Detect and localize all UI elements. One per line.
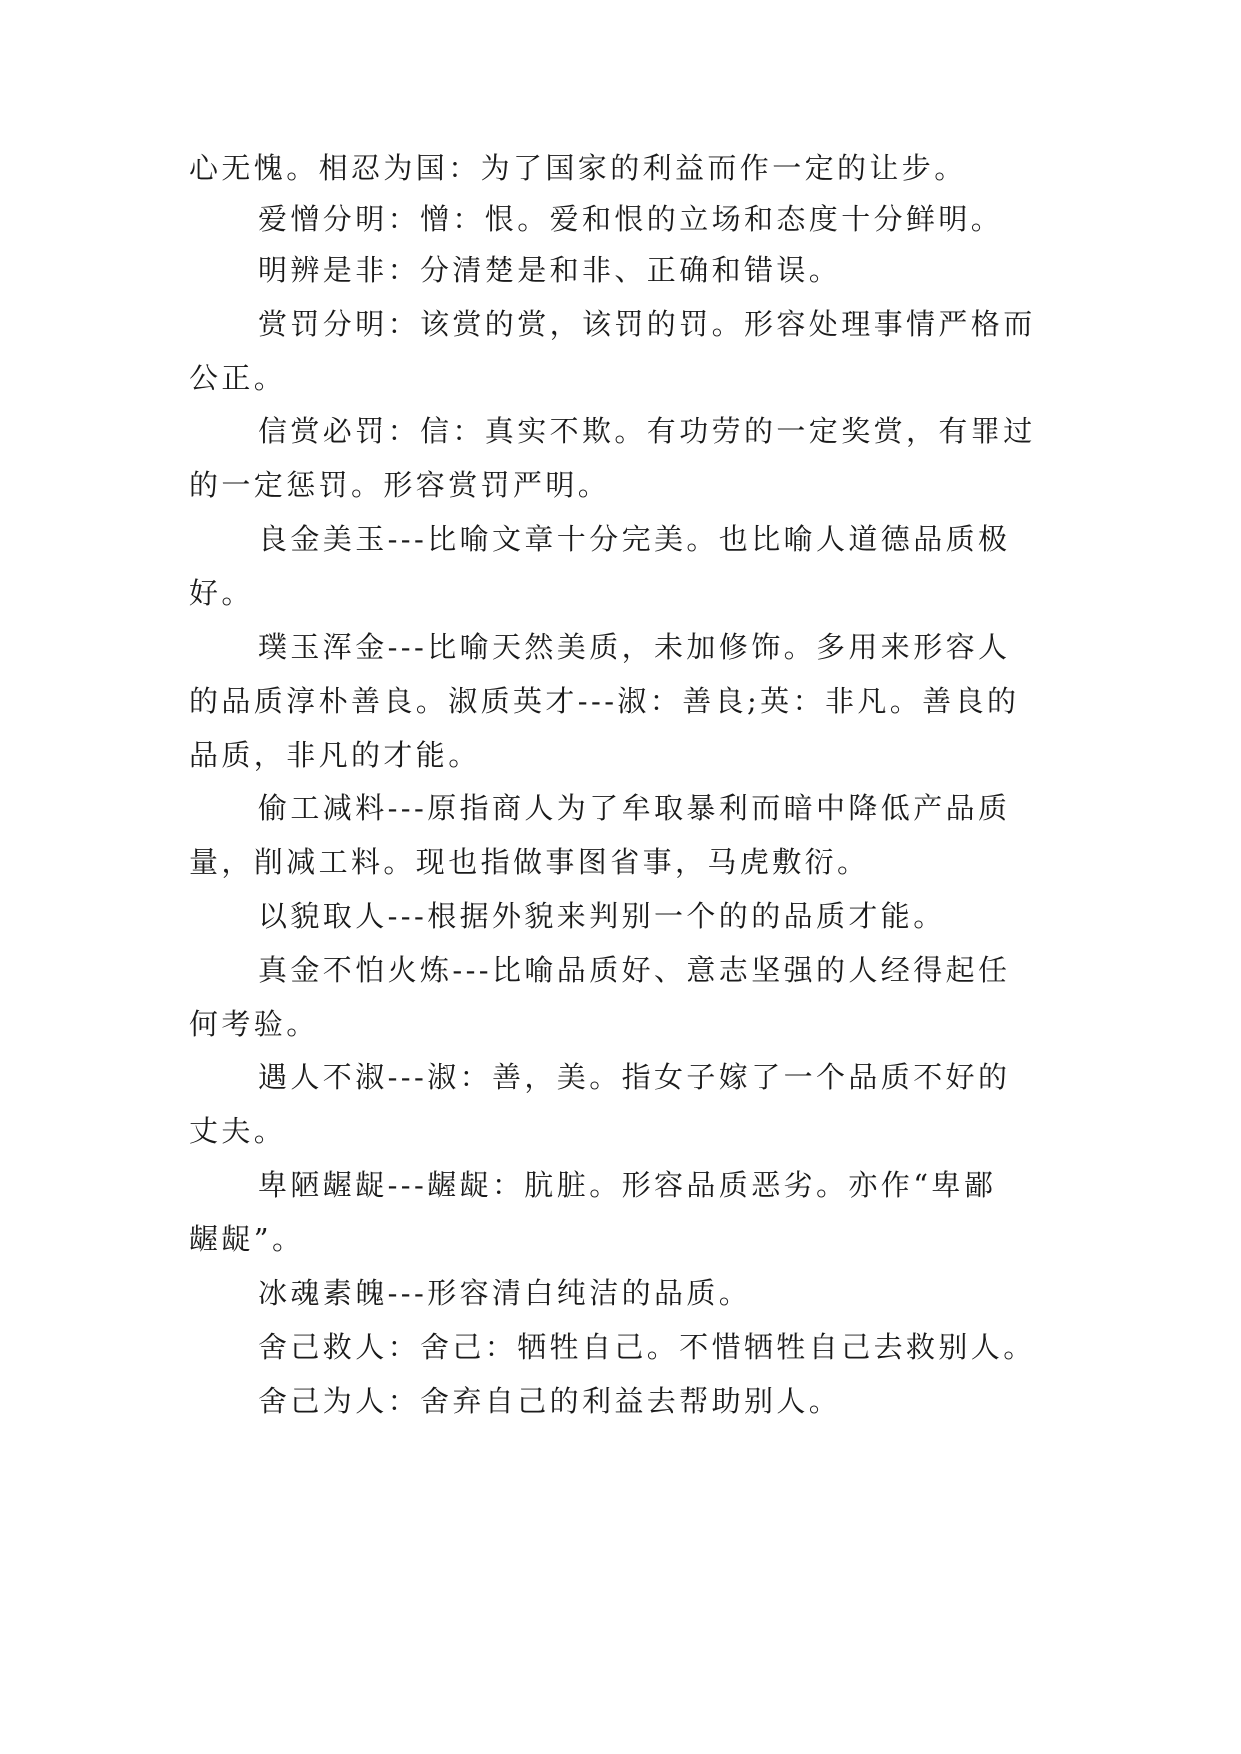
text-line: 以貌取人---根据外貌来判别一个的的品质才能。	[258, 899, 946, 933]
text-line: 赏罚分明：该赏的赏，该罚的罚。形容处理事情严格而	[258, 307, 1036, 341]
text-line: 信赏必罚：信：真实不欺。有功劳的一定奖赏，有罪过	[258, 414, 1036, 448]
text-line: 丈夫。	[189, 1114, 287, 1148]
text-line: 量，削减工料。现也指做事图省事，马虎敷衍。	[189, 845, 870, 879]
text-line: 何考验。	[189, 1007, 319, 1041]
text-line: 良金美玉---比喻文章十分完美。也比喻人道德品质极	[258, 522, 1011, 556]
text-line: 龌龊”。	[189, 1222, 305, 1256]
text-line: 遇人不淑---淑：善，美。指女子嫁了一个品质不好的	[258, 1060, 1011, 1094]
text-line: 心无愧。相忍为国：为了国家的利益而作一定的让步。	[189, 151, 967, 185]
text-line: 冰魂素魄---形容清白纯洁的品质。	[258, 1276, 752, 1310]
text-line: 舍己救人：舍己：牺牲自己。不惜牺牲自己去救别人。	[258, 1330, 1036, 1364]
text-line: 公正。	[189, 361, 287, 395]
text-line: 卑陋龌龊---龌龊：肮脏。形容品质恶劣。亦作“卑鄙	[258, 1168, 997, 1202]
text-line: 品质，非凡的才能。	[189, 738, 481, 772]
text-line: 爱憎分明：憎：恨。爱和恨的立场和态度十分鲜明。	[258, 202, 1004, 236]
text-line: 真金不怕火炼---比喻品质好、意志坚强的人经得起任	[258, 953, 1011, 987]
text-line: 偷工减料---原指商人为了牟取暴利而暗中降低产品质	[258, 791, 1011, 825]
text-line: 舍己为人：舍弃自己的利益去帮助别人。	[258, 1384, 842, 1418]
text-line: 的品质淳朴善良。淑质英才---淑：善良;英：非凡。善良的	[189, 684, 1020, 718]
text-line: 璞玉浑金---比喻天然美质，未加修饰。多用来形容人	[258, 630, 1011, 664]
text-line: 好。	[189, 576, 254, 610]
text-line: 明辨是非：分清楚是和非、正确和错误。	[258, 253, 842, 287]
text-line: 的一定惩罚。形容赏罚严明。	[189, 468, 611, 502]
